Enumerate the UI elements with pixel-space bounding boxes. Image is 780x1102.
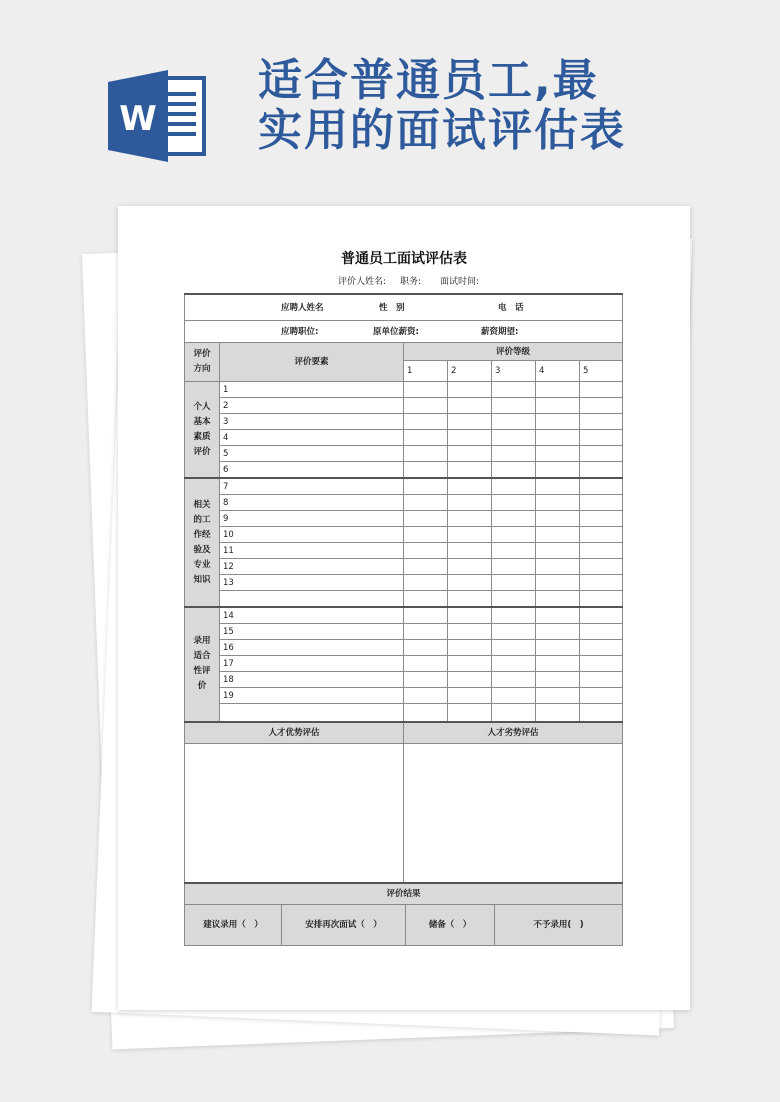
- grade-cell[interactable]: [492, 607, 536, 624]
- grade-cell[interactable]: [404, 672, 448, 688]
- item-number: 7: [220, 478, 404, 495]
- grade-cell[interactable]: [536, 478, 580, 495]
- grade-cell[interactable]: [492, 430, 536, 446]
- grade-cell[interactable]: [492, 624, 536, 640]
- job-info-row: [185, 321, 623, 343]
- grade-cell[interactable]: [448, 607, 492, 624]
- interview-time-label: 面试时间:: [440, 277, 480, 287]
- grade-level-1: 1: [404, 361, 448, 382]
- section-label-text: 个人基本素质评价: [193, 401, 211, 457]
- grade-cell[interactable]: [448, 446, 492, 462]
- grade-cell[interactable]: [492, 640, 536, 656]
- section-label-text: 相关的工作经验及专业知识: [193, 499, 211, 585]
- applied-position-label: 应聘职位:: [281, 327, 319, 337]
- item-number-blank: [220, 704, 404, 722]
- grade-cell[interactable]: [536, 398, 580, 414]
- grade-cell[interactable]: [580, 398, 623, 414]
- applicant-info-row: [185, 294, 623, 321]
- section-label-work-experience: [185, 478, 220, 607]
- grade-cell[interactable]: [536, 559, 580, 575]
- strengths-header: 人才优势评估: [185, 722, 404, 744]
- item-number: 15: [220, 624, 404, 640]
- grade-cell[interactable]: [448, 414, 492, 430]
- banner-title-line2: 实用的面试评估表: [258, 105, 626, 156]
- grade-cell[interactable]: [536, 672, 580, 688]
- item-number: 19: [220, 688, 404, 704]
- grade-level-4: 4: [536, 361, 580, 382]
- svg-text:W: W: [119, 99, 157, 139]
- direction-header-text: 评价方向: [193, 349, 211, 374]
- grade-cell[interactable]: [536, 495, 580, 511]
- grade-cell[interactable]: [404, 575, 448, 591]
- grade-cell[interactable]: [580, 414, 623, 430]
- grade-cell[interactable]: [448, 575, 492, 591]
- grade-cell[interactable]: [536, 624, 580, 640]
- grade-cell[interactable]: [448, 591, 492, 608]
- grade-cell[interactable]: [492, 575, 536, 591]
- grade-cell[interactable]: [404, 591, 448, 608]
- item-number: 10: [220, 527, 404, 543]
- result-header: 评价结果: [185, 883, 623, 905]
- weaknesses-header: 人才劣势评估: [404, 722, 623, 744]
- grade-cell[interactable]: [492, 398, 536, 414]
- factors-header: 评价要素: [220, 343, 404, 382]
- grade-cell[interactable]: [492, 462, 536, 479]
- grade-cell[interactable]: [580, 543, 623, 559]
- grade-cell[interactable]: [404, 607, 448, 624]
- grade-cell[interactable]: [404, 656, 448, 672]
- grade-cell[interactable]: [536, 414, 580, 430]
- evaluator-name-label: 评价人姓名:: [338, 277, 387, 287]
- grade-cell[interactable]: [536, 527, 580, 543]
- grade-cell[interactable]: [492, 478, 536, 495]
- grade-cell[interactable]: [404, 688, 448, 704]
- grade-cell[interactable]: [580, 511, 623, 527]
- section-label-personal-quality: [185, 382, 220, 479]
- result-options-row: [185, 904, 623, 945]
- item-number: 3: [220, 414, 404, 430]
- grade-level-5: 5: [580, 361, 623, 382]
- grade-cell[interactable]: [448, 624, 492, 640]
- grade-cell[interactable]: [448, 543, 492, 559]
- banner-title-line1: 适合普通员工,最: [258, 55, 599, 106]
- grade-cell[interactable]: [448, 511, 492, 527]
- item-number: 6: [220, 462, 404, 479]
- grade-cell[interactable]: [404, 527, 448, 543]
- grade-cell[interactable]: [492, 656, 536, 672]
- previous-salary-label: 原单位薪资:: [373, 327, 419, 337]
- item-number: 14: [220, 607, 404, 624]
- grade-cell[interactable]: [536, 543, 580, 559]
- grade-cell[interactable]: [492, 446, 536, 462]
- grade-cell[interactable]: [448, 656, 492, 672]
- grade-cell[interactable]: [492, 414, 536, 430]
- grade-cell[interactable]: [580, 591, 623, 608]
- item-number: 12: [220, 559, 404, 575]
- grade-cell[interactable]: [404, 495, 448, 511]
- grade-cell[interactable]: [580, 688, 623, 704]
- grade-cell[interactable]: [404, 446, 448, 462]
- item-number: 5: [220, 446, 404, 462]
- item-number: 4: [220, 430, 404, 446]
- item-number: 2: [220, 398, 404, 414]
- item-number: 8: [220, 495, 404, 511]
- grade-cell[interactable]: [536, 688, 580, 704]
- grade-cell[interactable]: [404, 559, 448, 575]
- document-title: 普通员工面试评估表: [341, 251, 467, 267]
- result-option-hire[interactable]: 建议录用（ ）: [185, 905, 282, 945]
- item-number: 9: [220, 511, 404, 527]
- grade-cell[interactable]: [448, 495, 492, 511]
- grade-cell[interactable]: [580, 704, 623, 722]
- result-option-reserve[interactable]: 储备（ ）: [406, 905, 495, 945]
- grade-cell[interactable]: [404, 511, 448, 527]
- grade-header: 评价等级: [404, 343, 623, 361]
- grade-cell[interactable]: [580, 430, 623, 446]
- grade-cell[interactable]: [492, 543, 536, 559]
- grade-cell[interactable]: [448, 478, 492, 495]
- grade-cell[interactable]: [536, 575, 580, 591]
- grade-cell[interactable]: [580, 527, 623, 543]
- grade-cell[interactable]: [492, 704, 536, 722]
- grade-cell[interactable]: [536, 656, 580, 672]
- grade-cell[interactable]: [492, 511, 536, 527]
- grade-cell[interactable]: [536, 591, 580, 608]
- item-number: 11: [220, 543, 404, 559]
- grade-cell[interactable]: [580, 640, 623, 656]
- grade-cell[interactable]: [448, 527, 492, 543]
- grade-cell[interactable]: [448, 704, 492, 722]
- grade-cell[interactable]: [448, 382, 492, 398]
- grade-cell[interactable]: [404, 640, 448, 656]
- banner-title: [258, 56, 626, 156]
- expected-salary-label: 薪资期望:: [481, 327, 519, 337]
- applicant-name-label: 应聘人姓名: [281, 303, 324, 313]
- document-page: [118, 206, 690, 1010]
- grade-cell[interactable]: [448, 672, 492, 688]
- grade-cell[interactable]: [536, 462, 580, 479]
- grade-cell[interactable]: [580, 478, 623, 495]
- result-option-reinterview[interactable]: 安排再次面试（ ）: [282, 905, 406, 945]
- strengths-notes-area[interactable]: [185, 743, 404, 883]
- grade-cell[interactable]: [492, 559, 536, 575]
- grade-cell[interactable]: [404, 704, 448, 722]
- grade-cell[interactable]: [580, 559, 623, 575]
- grade-cell[interactable]: [404, 462, 448, 479]
- item-number: 18: [220, 672, 404, 688]
- grade-cell[interactable]: [536, 511, 580, 527]
- grade-cell[interactable]: [404, 398, 448, 414]
- word-icon: [108, 70, 210, 162]
- grade-cell[interactable]: [536, 607, 580, 624]
- grade-cell[interactable]: [580, 495, 623, 511]
- grade-cell[interactable]: [404, 430, 448, 446]
- direction-header: [185, 343, 220, 382]
- grade-cell[interactable]: [404, 624, 448, 640]
- item-number: 17: [220, 656, 404, 672]
- grade-cell[interactable]: [580, 462, 623, 479]
- grade-cell[interactable]: [536, 640, 580, 656]
- grade-cell[interactable]: [404, 478, 448, 495]
- interview-evaluation-table: [184, 293, 623, 946]
- grade-cell[interactable]: [492, 672, 536, 688]
- grade-cell[interactable]: [536, 382, 580, 398]
- grade-cell[interactable]: [492, 591, 536, 608]
- grade-cell[interactable]: [580, 446, 623, 462]
- item-number-blank: [220, 591, 404, 608]
- grade-cell[interactable]: [536, 704, 580, 722]
- section-label-hiring-fit: [185, 607, 220, 722]
- grade-cell[interactable]: [580, 382, 623, 398]
- phone-label: 电 话: [498, 303, 524, 313]
- section-label-text: 录用适合性评价: [193, 636, 211, 692]
- gender-label: 性 别: [379, 303, 405, 313]
- grade-cell[interactable]: [448, 398, 492, 414]
- grade-cell[interactable]: [448, 640, 492, 656]
- item-number: 13: [220, 575, 404, 591]
- grade-cell[interactable]: [492, 382, 536, 398]
- grade-cell[interactable]: [404, 414, 448, 430]
- grade-cell[interactable]: [492, 688, 536, 704]
- grade-cell[interactable]: [580, 656, 623, 672]
- grade-level-3: 3: [492, 361, 536, 382]
- grade-level-2: 2: [448, 361, 492, 382]
- grade-cell[interactable]: [404, 543, 448, 559]
- grade-cell[interactable]: [536, 446, 580, 462]
- grade-cell[interactable]: [492, 495, 536, 511]
- grade-cell[interactable]: [580, 607, 623, 624]
- grade-cell[interactable]: [448, 430, 492, 446]
- item-number: 1: [220, 382, 404, 398]
- grade-cell[interactable]: [492, 527, 536, 543]
- grade-cell[interactable]: [448, 559, 492, 575]
- grade-cell[interactable]: [580, 624, 623, 640]
- grade-cell[interactable]: [536, 430, 580, 446]
- result-option-reject[interactable]: 不予录用( ): [495, 905, 622, 945]
- grade-cell[interactable]: [404, 382, 448, 398]
- grade-cell[interactable]: [580, 672, 623, 688]
- item-number: 16: [220, 640, 404, 656]
- grade-cell[interactable]: [580, 575, 623, 591]
- weaknesses-notes-area[interactable]: [404, 743, 623, 883]
- position-label: 职务:: [400, 277, 422, 287]
- grade-cell[interactable]: [448, 688, 492, 704]
- grade-cell[interactable]: [448, 462, 492, 479]
